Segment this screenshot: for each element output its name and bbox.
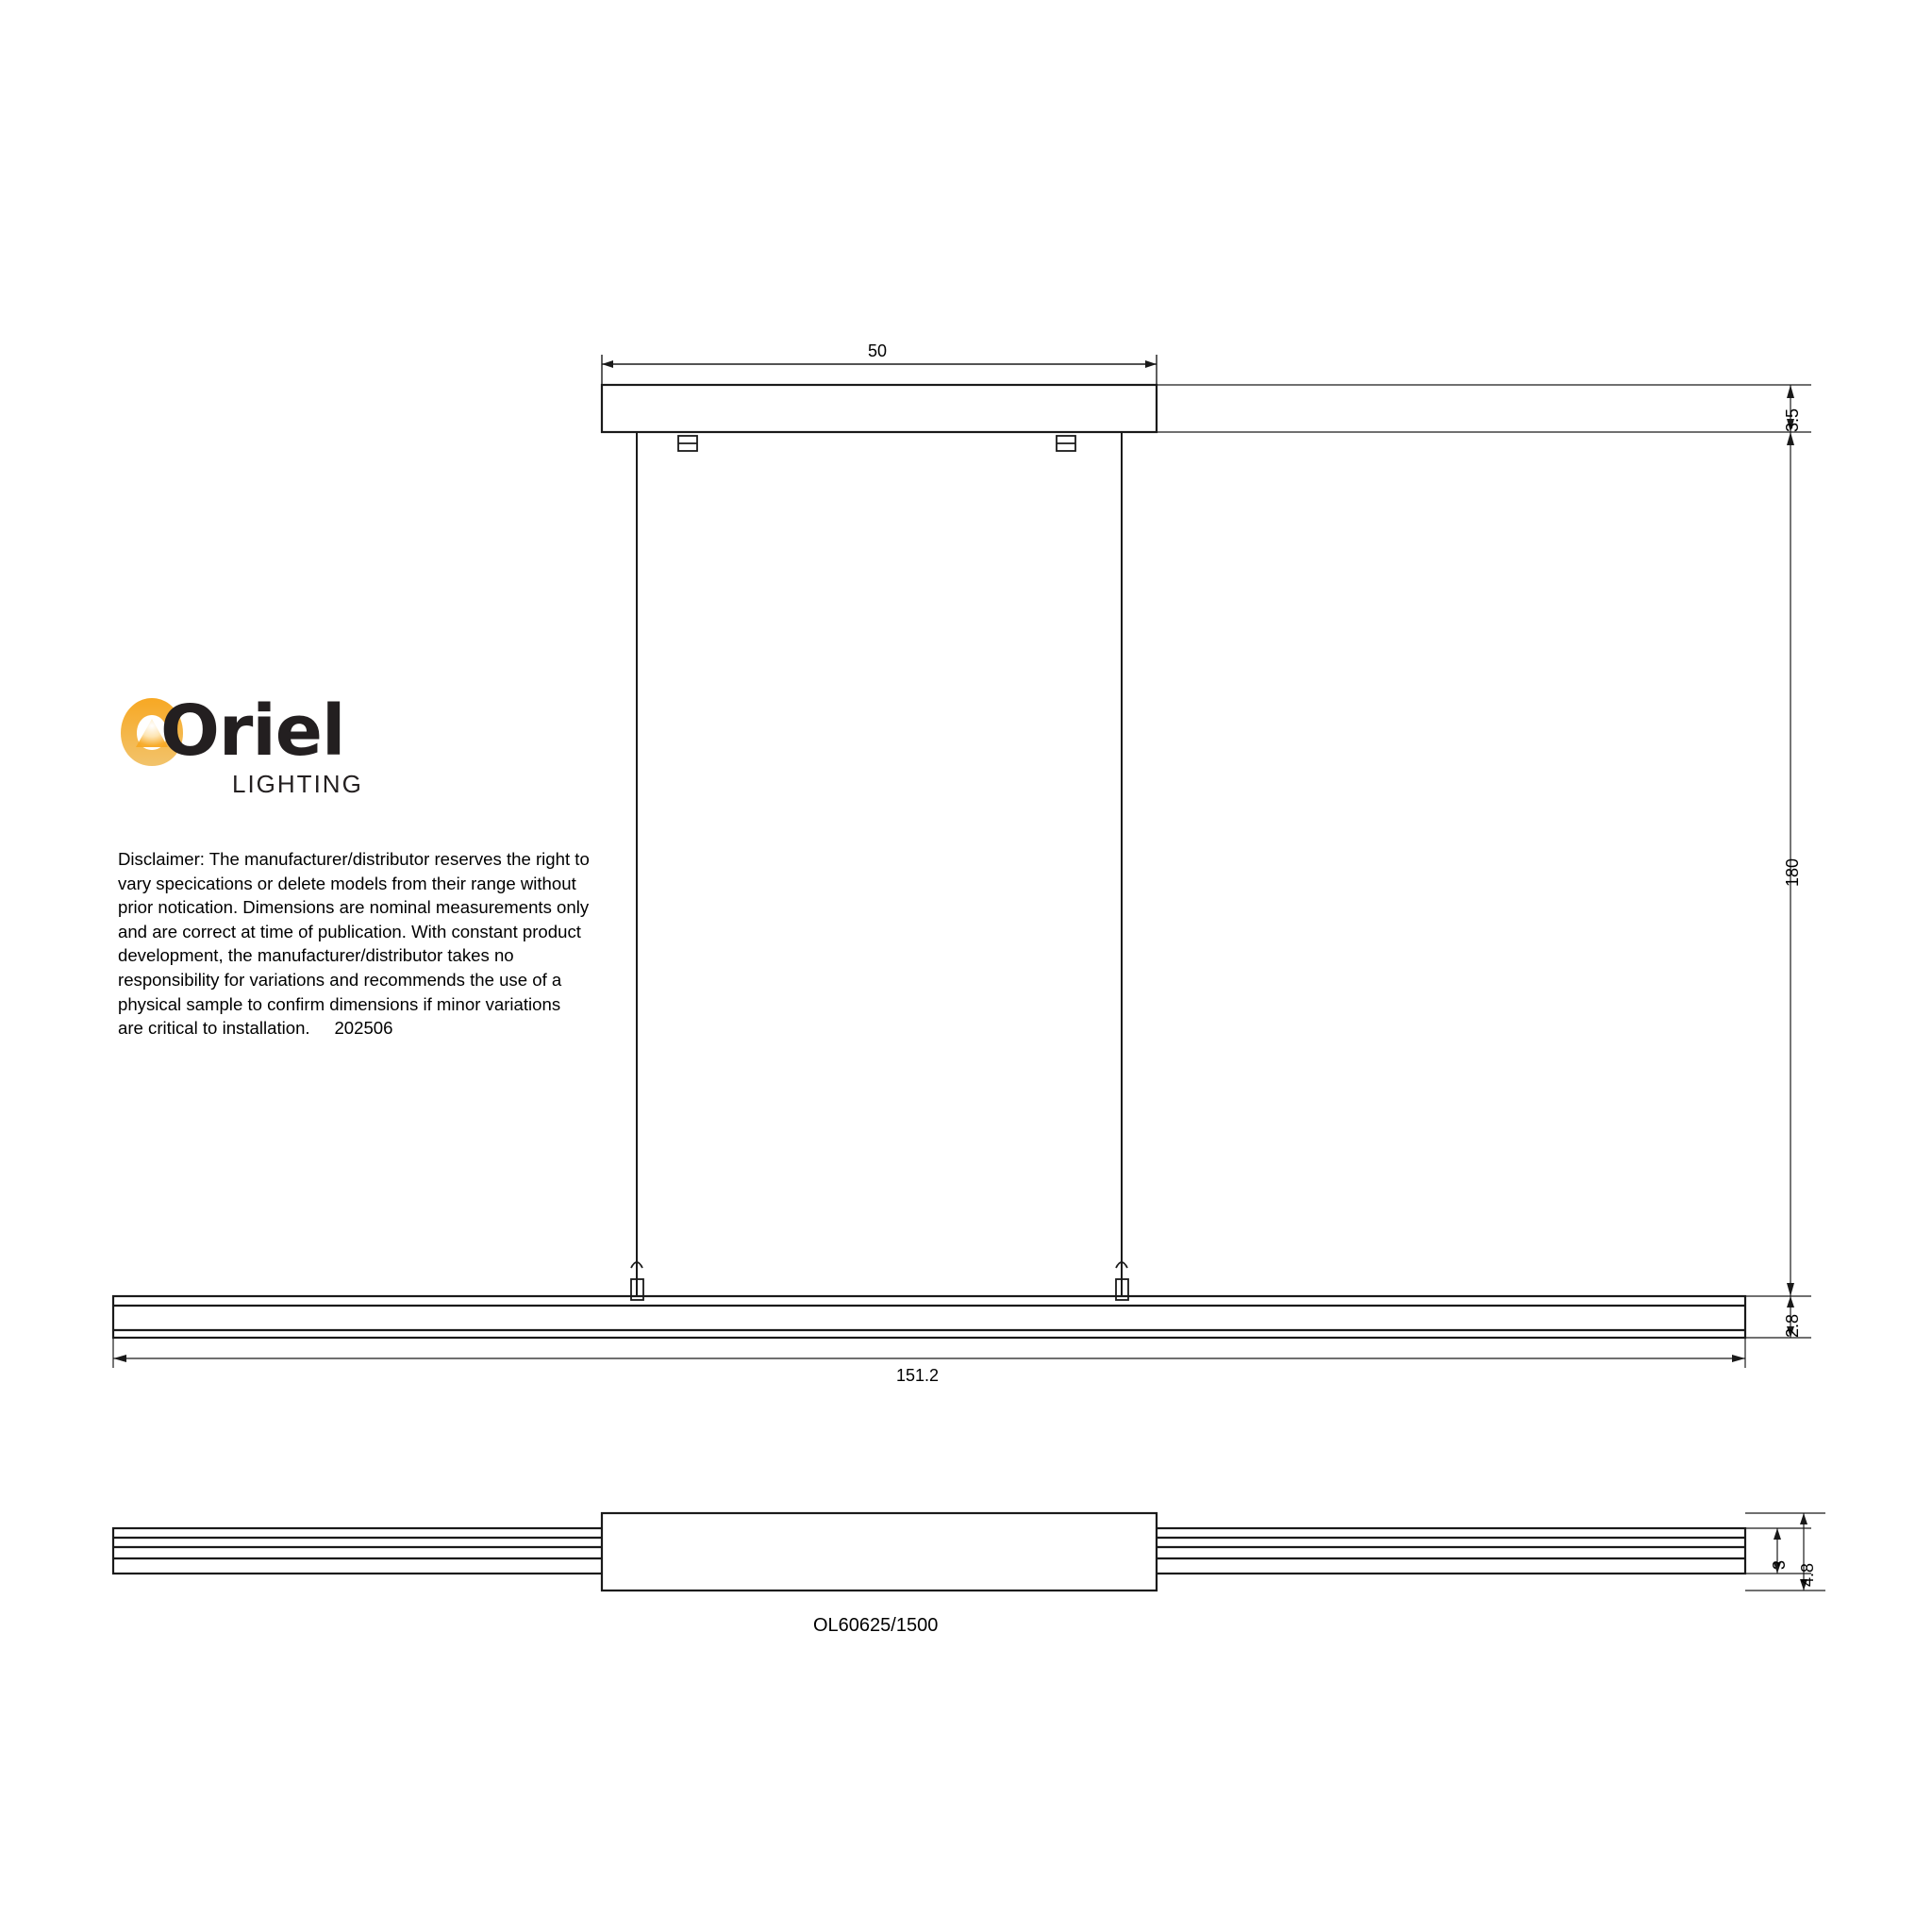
disclaimer-revision-spacer bbox=[310, 1018, 335, 1038]
right-dimension-lines bbox=[1157, 385, 1811, 1338]
model-code-label: OL60625/1500 bbox=[813, 1615, 939, 1636]
disclaimer-revision: 202506 bbox=[334, 1018, 393, 1039]
brand-name: Oriel bbox=[160, 691, 345, 772]
bar-length-label: 151.2 bbox=[896, 1366, 940, 1385]
brand-subtitle: LIGHTING bbox=[232, 770, 363, 798]
disclaimer-text bbox=[118, 847, 594, 1041]
light-bar-elevation bbox=[113, 1296, 1745, 1338]
bar-length-dimension bbox=[113, 1338, 1745, 1368]
plan-outer-depth-label: 4.8 bbox=[1798, 1562, 1817, 1587]
disclaimer-body: Disclaimer: The manufacturer/distributor reserves the right to vary specications or delete models from their range without prior notication. Dimensions are nominal measurements only and are correct at time of publication. With constant product development, the manufacturer/distributor takes no responsibility for variations and recommends the use of a physical sample to confirm dimensions if minor variations are critical to installation. bbox=[118, 849, 594, 1039]
suspension-cables bbox=[637, 432, 1122, 1296]
plan-inner-depth-label: 3 bbox=[1770, 1559, 1789, 1570]
canopy-body bbox=[602, 385, 1157, 432]
plan-view bbox=[113, 1513, 1745, 1591]
brand-logo bbox=[119, 691, 364, 809]
cable-grommets bbox=[678, 436, 1075, 451]
canopy-height-label: 3.5 bbox=[1783, 408, 1802, 432]
overall-drop-label: 180 bbox=[1783, 858, 1802, 887]
canopy-width-label: 50 bbox=[868, 341, 888, 360]
cable-terminations bbox=[631, 1262, 1128, 1300]
bar-height-label: 2.8 bbox=[1783, 1313, 1802, 1338]
